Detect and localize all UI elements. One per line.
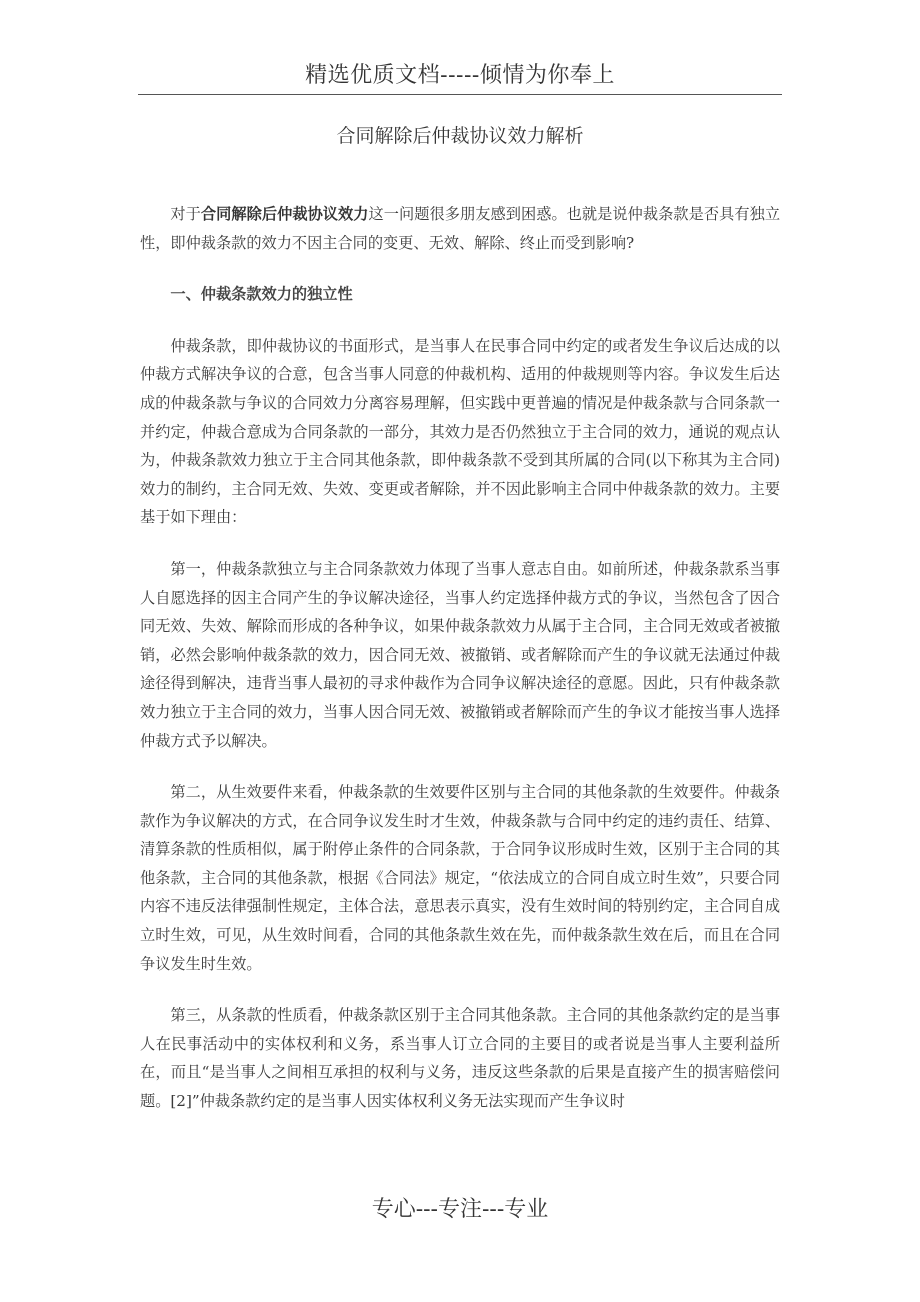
page-header: 精选优质文档-----倾情为你奉上 [305,63,615,88]
body-paragraph: 第二，从生效要件来看，仲裁条款的生效要件区别与主合同的其他条款的生效要件。仲裁条款作为争议解决的方式，在合同争议发生时才生效，仲裁条款与合同中约定的违约责任、结算、清算条款的性质相似，属于附停止条件的合同条款，于合同争议形成时生效，区别于主合同的其他条款，主合同的其他条款，根据《合同法》规定，“依法成立的合同自成立时生效”，只要合同内容不违反法律强制性规定，主体合法，意思表示真实，没有生效时间的特别约定，主合同自成立时生效，可见，从生效时间看，合同的其他条款生效在先，而仲裁条款生效在后，而且在合同争议发生时生效。 [140,783,780,973]
body-paragraph: 仲裁条款，即仲裁协议的书面形式，是当事人在民事合同中约定的或者发生争议后达成的以仲裁方式解决争议的合意，包含当事人同意的仲裁机构、适用的仲裁规则等内容。争议发生后达成的仲裁条款与争议的合同效力分离容易理解，但实践中更普遍的情况是仲裁条款与合同条款一并约定，仲裁合意成为合同条款的一部分，其效力是否仍然独立于主合同的效力，通说的观点认为，仲裁条款效力独立于主合同其他条款，即仲裁条款不受到其所属的合同(以下称其为主合同)效力的制约，主合同无效、失效、变更或者解除，并不因此影响主合同中仲裁条款的效力。主要基于如下理由： [140,336,780,527]
page-footer: 专心---专注---专业 [371,1197,549,1222]
header-divider [138,94,782,95]
body-paragraph: 第三，从条款的性质看，仲裁条款区别于主合同其他条款。主合同的其他条款约定的是当事人在民事活动中的实体权利和义务，系当事人订立合同的主要目的或者说是当事人主要利益所在，而且“是当事人之间相互承担的权利与义务，违反这些条款的后果是直接产生的损害赔偿问题。[2]”仲裁条款约定的是当事人因实体权利义务无法实现而产生争议时 [140,1006,780,1111]
document-title: 合同解除后仲裁协议效力解析 [336,125,584,147]
document-body [140,200,780,1139]
body-paragraph: 第一，仲裁条款独立与主合同条款效力体现了当事人意志自由。如前所述，仲裁条款系当事人自愿选择的因主合同产生的争议解决途径，当事人约定选择仲裁方式的争议，当然包含了因合同无效、失效、解除而形成的各种争议，如果仲裁条款效力从属于主合同，主合同无效或者被撤销，必然会影响仲裁条款的效力，因合同无效、被撤销、或者解除而产生的争议就无法通过仲裁途径得到解决，违背当事人最初的寻求仲裁作为合同争议解决途径的意愿。因此，只有仲裁条款效力独立于主合同的效力，当事人因合同无效、被撤销或者解除而产生的争议才能按当事人选择仲裁方式予以解决。 [140,559,780,750]
section-heading: 一、仲裁条款效力的独立性 [170,285,353,304]
intro-suffix: 这一问题很多朋友感到困惑。也就是说仲裁条款是否具有独立性，即仲裁条款的效力不因主合同的变更、无效、解除、终止而受到影响? [140,205,781,252]
intro-prefix: 对于 [170,205,201,223]
intro-keyword: 合同解除后仲裁协议效力 [200,205,369,223]
intro-paragraph [140,200,780,257]
